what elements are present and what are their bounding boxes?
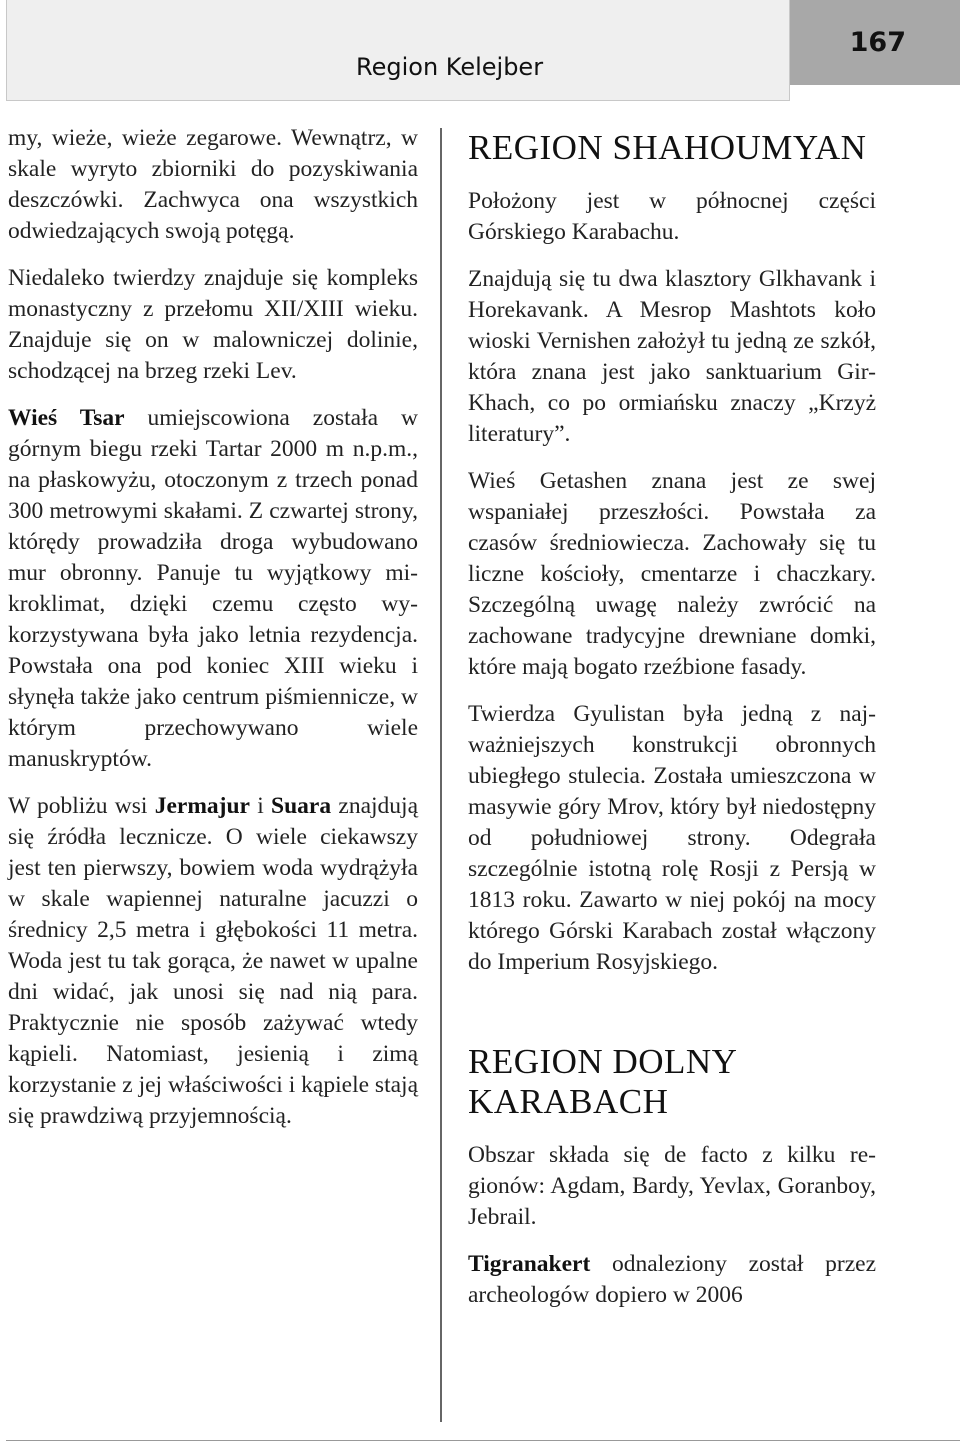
page-number: 167	[849, 27, 906, 58]
bold-term: Jermajur	[154, 793, 250, 819]
paragraph	[8, 403, 418, 775]
paragraph: Znajdują się tu dwa klasztory Glkhavank i Horekavank. A Mesrop Mashtots koło wioski Vernishen założył tu jedną ze szkół, która znana jest jako sanktuarium Gir-Khach, co po ormiańsku znaczy „Krzyż literatury”.	[468, 266, 876, 447]
bold-term: Wieś Tsar	[8, 405, 125, 431]
section-heading: REGION DOLNY KARABACH	[468, 1042, 737, 1121]
paragraph-text: znajdują się źródła lecznicze. O wiele ciekawszy jest ten pierwszy, bowiem woda wydrążyła w skale wapiennej naturalne jacuzzi o średnicy 2,5 metra i głębokości 11 metra. Woda jest tu tak gorąca, że nawet w upalne dni widać, jak unosi się nad nią para. Praktycznie nie sposób zażywać wtedy kąpieli. Natomiast, jesienią i zimą korzystanie z jej właściwości i kąpiele stają się prawdziwą przyjemnością.	[8, 793, 418, 1129]
page-number-box	[790, 0, 960, 85]
paragraph-text: W pobliżu wsi	[8, 793, 155, 819]
header-bar	[6, 0, 790, 101]
running-header-title: Region Kelejber	[356, 53, 544, 81]
paragraph-text: i	[249, 793, 272, 819]
paragraph: Twierdza Gyulistan była jedną z najważniejszych konstrukcji obronnych ubiegłego stulecia. Została umieszczona w masywie góry Mrov, który był niedostępny od południowej strony. Odegrała szczególnie istotną rolę Rosji z Persją w 1813 roku. Zawarto w niej pokój na mocy którego Górski Karabach został włączony do Imperium Rosyjskiego.	[468, 701, 876, 975]
paragraph-text: umiejscowiona została w górnym biegu rzeki Tartar 2000 m n.p.m., na płaskowyżu, otoczonym z trzech ponad 300 metrowymi skałami. Z czwartej strony, którędy prowadziła droga wybudowano mur obronny. Panuje tu wyjątkowy mikroklimat, dzięki czemu często wykorzystywana była jako letnia rezydencja. Powstała ona pod koniec XIII wieku i słynęła także jako centrum piśmiennicze, w którym przechowywano wiele manuskryptów.	[8, 405, 418, 772]
paragraph	[8, 791, 418, 1132]
bold-term: Suara	[271, 793, 332, 819]
right-column	[468, 128, 876, 1327]
section-heading: REGION SHAHOUMYAN	[468, 128, 867, 167]
bottom-rule	[6, 1440, 960, 1441]
paragraph: Obszar składa się de facto z kilku regionów: Agdam, Bardy, Yevlax, Goranboy, Jebrail.	[468, 1142, 876, 1230]
paragraph: my, wieże, wieże zegarowe. Wewnątrz, w skale wyryto zbiorniki do pozyskiwania deszczówki. Zachwyca ona wszystkich odwiedzających swoją potęgą.	[8, 125, 418, 244]
bold-term: Tigranakert	[468, 1251, 591, 1277]
paragraph: Niedaleko twierdzy znajduje się kompleks monastyczny z przełomu XII/XIII wieku. Znajduje się on w malowniczej dolinie, schodzącej na brzeg rzeki Lev.	[8, 265, 418, 384]
paragraph-text: odnaleziony został przez archeologów dopiero w 2006	[468, 1251, 876, 1308]
paragraph: Położony jest w północnej części Górskiego Karabachu.	[468, 188, 876, 245]
left-column	[8, 123, 418, 1148]
column-divider	[440, 128, 442, 1422]
paragraph: Wieś Getashen znana jest ze swej wspaniałej przeszłości. Powstała za czasów średniowiecza. Zachowały się tu liczne kościoły, cmentarze i chaczkary. Szczególną uwagę należy zwrócić na zachowane tradycyjne drewniane domki, które mają bogato rzeźbione fasady.	[468, 468, 876, 680]
paragraph	[468, 1249, 876, 1311]
